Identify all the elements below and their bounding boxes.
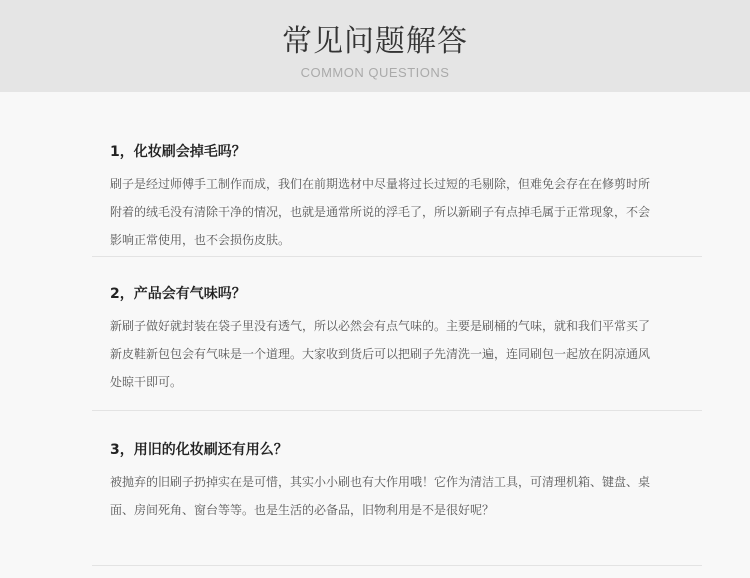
- faq-question: 1，化妆刷会掉毛吗？: [110, 144, 246, 160]
- faq-answer: 刷子是经过师傅手工制作而成，我们在前期选材中尽量将过长过短的毛剔除，但难免会存在在修剪时所附着的绒毛没有清除干净的情况，也就是通常所说的浮毛了，所以新刷子有点掉毛属于正常现象，不会影响正常使用，也不会损伤皮肤。: [110, 177, 651, 247]
- page-title: 常见问题解答: [282, 24, 468, 59]
- page-subtitle: COMMON QUESTIONS: [300, 65, 450, 80]
- faq-question: 2，产品会有气味吗？: [110, 286, 246, 302]
- faq-answer: 新刷子做好就封装在袋子里没有透气，所以必然会有点气味的。主要是刷桶的气味，就和我们平常买了新皮鞋新包包会有气味是一个道理。大家收到货后可以把刷子先清洗一遍，连同刷包一起放在阴凉通风处晾干即可。: [110, 319, 651, 389]
- faq-answer: 被抛弃的旧刷子扔掉实在是可惜，其实小小刷也有大作用哦！它作为清洁工具，可清理机箱、键盘、桌面、房间死角、窗台等等。也是生活的必备品，旧物利用是不是很好呢？: [110, 475, 651, 517]
- divider: [92, 410, 702, 411]
- page-header: [0, 0, 750, 92]
- faq-question: 3，用旧的化妆刷还有用么？: [110, 442, 288, 458]
- divider: [92, 256, 702, 257]
- divider: [92, 565, 702, 566]
